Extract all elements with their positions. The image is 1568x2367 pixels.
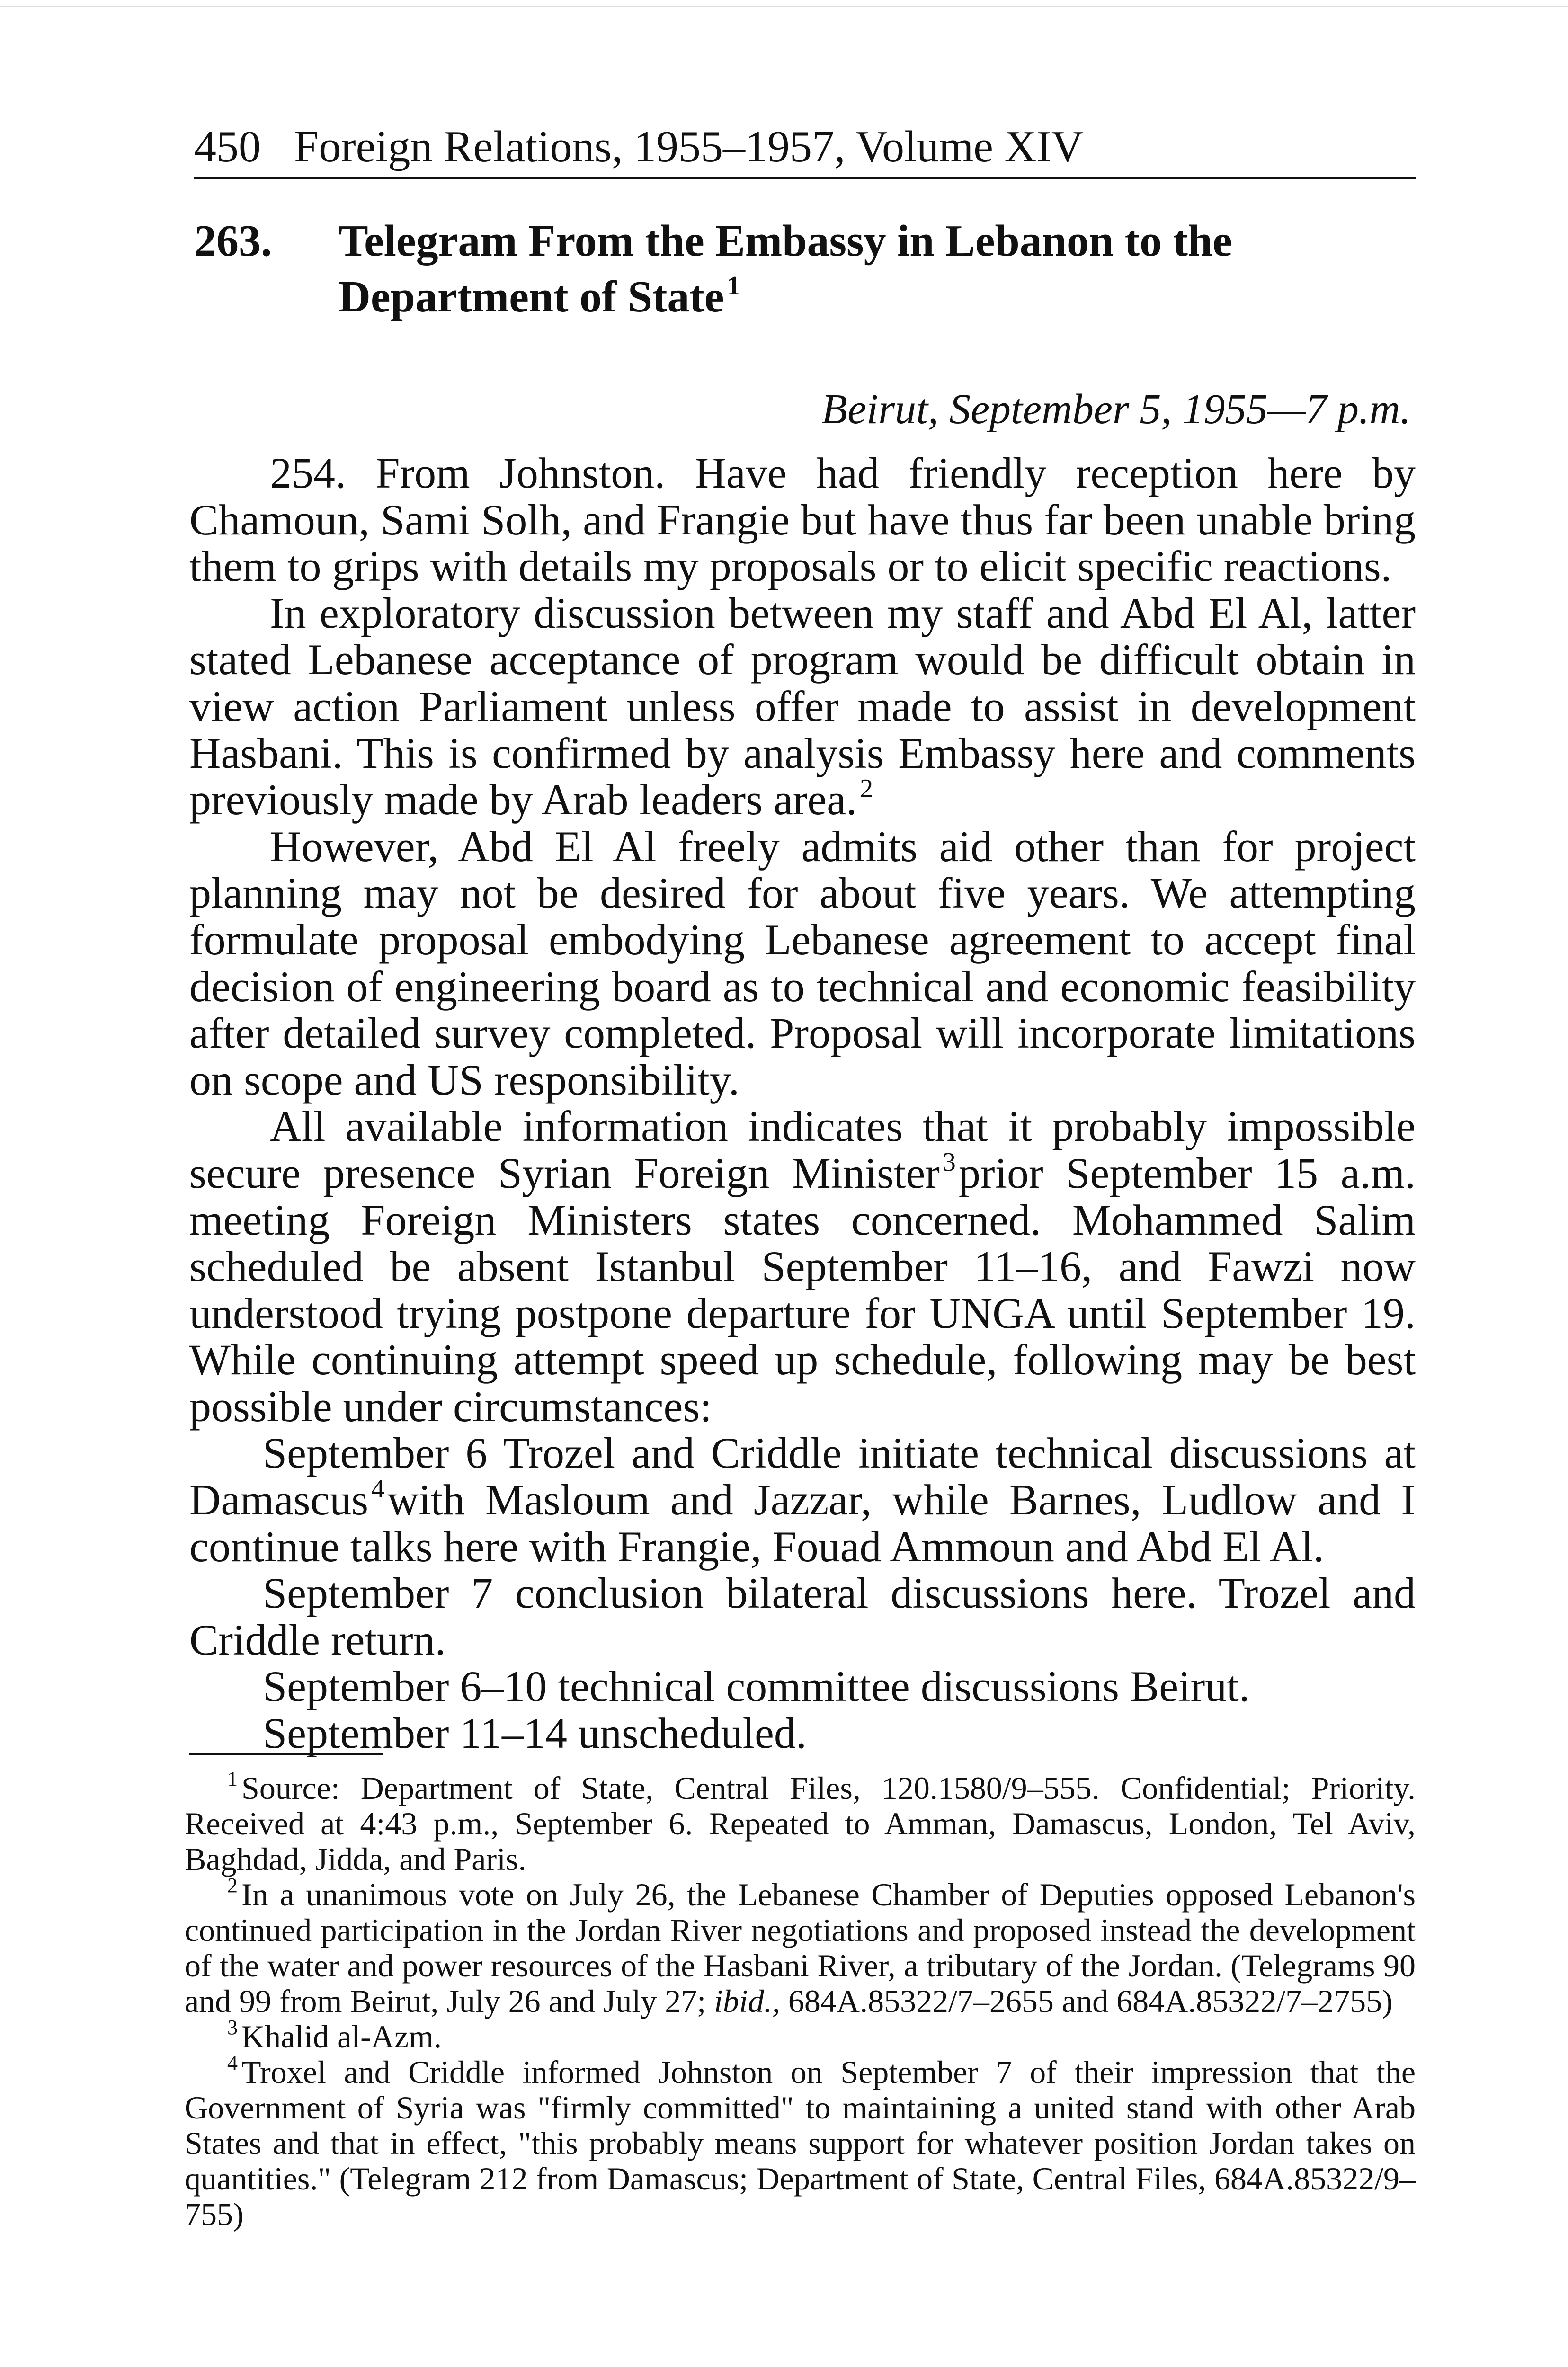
paragraph-text: September 7 conclusion bilateral discussions here. Trozel and Criddle return. (189, 1569, 1416, 1664)
paragraph-text: with Masloum and Jazzar, while Barnes, Ludlow and I continue talks here with Frangie, Fouad Ammoun and Abd El Al. (189, 1476, 1416, 1571)
paragraph-text: September 6 Trozel and Criddle initiate technical discussions at Damascus (189, 1429, 1416, 1524)
schedule-item (189, 1570, 1416, 1663)
document-heading (194, 213, 1330, 325)
paragraph-text: September 6–10 technical committee discussions Beirut. (263, 1662, 1250, 1711)
footnote-1 (185, 1767, 1416, 1877)
footnote-2 (185, 1874, 1416, 2019)
paragraph (189, 590, 1416, 823)
footnote-ref-3: 3 (942, 1147, 956, 1177)
paragraph (189, 823, 1416, 1103)
footnotes (185, 1767, 1416, 2232)
footnote-ref-4: 4 (371, 1474, 385, 1504)
paragraph-text: prior September 15 a.m. meeting Foreign Ministers states concerned. Mohammed Salim scheduled be absent Istanbul September 11–16, and Fawzi now understood trying postpone departure for UNGA until September 19. While continuing attempt speed up schedule, following may be best possible under circumstances: (189, 1148, 1416, 1431)
running-head (194, 121, 1416, 179)
footnote-mark: 2 (227, 1874, 238, 1897)
footnote-3 (185, 2016, 1416, 2055)
footnote-ref-2: 2 (860, 774, 873, 804)
paragraph (189, 1103, 1416, 1430)
document-title (339, 213, 1330, 325)
scan-edge (0, 0, 1568, 7)
paragraph-text: 254. From Johnston. Have had friendly reception here by Chamoun, Sami Solh, and Frangie but have thus far been unable bring them to grips with details my proposals or to elicit specific reactions. (189, 449, 1416, 591)
paragraph-text: All available information indicates that it probably impossible secure presence Syrian Foreign Minister (189, 1102, 1416, 1197)
dateline: Beirut, September 5, 1955—7 p.m. (821, 386, 1411, 433)
footnote-text: Khalid al-Azm. (241, 2019, 442, 2055)
footnote-text: In a unanimous vote on July 26, the Lebanese Chamber of Deputies opposed Lebanon's continued participation in the Jordan River negotiations and proposed instead the development of the water and power resources of the Hasbani River, a tributary of the Jordan. (Telegrams 90 and 99 from Beirut, July 26 and July 27; (185, 1877, 1416, 2019)
paragraph-text: In exploratory discussion between my staff and Abd El Al, latter stated Lebanese acceptance of program would be difficult obtain in view action Parliament unless offer made to assist in development Hasbani. This is confirmed by analysis Embassy here and comments previously made by Arab leaders area. (189, 588, 1416, 824)
paragraph-text: However, Abd El Al freely admits aid other than for project planning may not be desired for about five years. We attempting formulate proposal embodying Lebanese agreement to accept final decision of engineering board as to technical and economic feasibility after detailed survey completed. Proposal will incorporate limitations on scope and US responsibility. (189, 822, 1416, 1104)
document-title-line-2: Department of State (339, 272, 724, 321)
footnote-4 (185, 2051, 1416, 2232)
telegram-body (189, 450, 1416, 1757)
footnote-rule (189, 1753, 383, 1755)
schedule-item (189, 1710, 1416, 1757)
paragraph-text: September 11–14 unscheduled. (263, 1709, 807, 1758)
footnote-text: 684A.85322/7–2655 and 684A.85322/7–2755) (788, 1983, 1393, 2019)
document-title-line-1: Telegram From the Embassy in Lebanon to the (339, 216, 1232, 266)
schedule-item (189, 1663, 1416, 1710)
footnote-mark: 4 (227, 2051, 238, 2074)
schedule-item (189, 1430, 1416, 1570)
series-title: Foreign Relations, 1955–1957, Volume XIV (294, 122, 1084, 171)
footnote-text: Troxel and Criddle informed Johnston on September 7 of their impression that the Government of Syria was "firmly committed" to maintaining a united stand with other Arab States and that in effect, "this probably means support for whatever position Jordan takes on quantities." (Telegram 212 from Damascus; Department of State, Central Files, 684A.85322/9–755) (185, 2054, 1416, 2232)
paragraph (189, 450, 1416, 590)
footnote-ibid: ibid., (714, 1983, 780, 2019)
document-number: 263. (194, 216, 272, 266)
footnote-mark: 3 (227, 2016, 238, 2039)
footnote-mark: 1 (227, 1767, 238, 1790)
footnote-text: Source: Department of State, Central Files, 120.1580/9–555. Confidential; Priority. Received at 4:43 p.m., September 6. Repeated to Amman, Damascus, London, Tel Aviv, Baghdad, Jidda, and Paris. (185, 1770, 1416, 1877)
page-number: 450 (194, 122, 261, 171)
footnote-ref-1: 1 (727, 271, 740, 301)
